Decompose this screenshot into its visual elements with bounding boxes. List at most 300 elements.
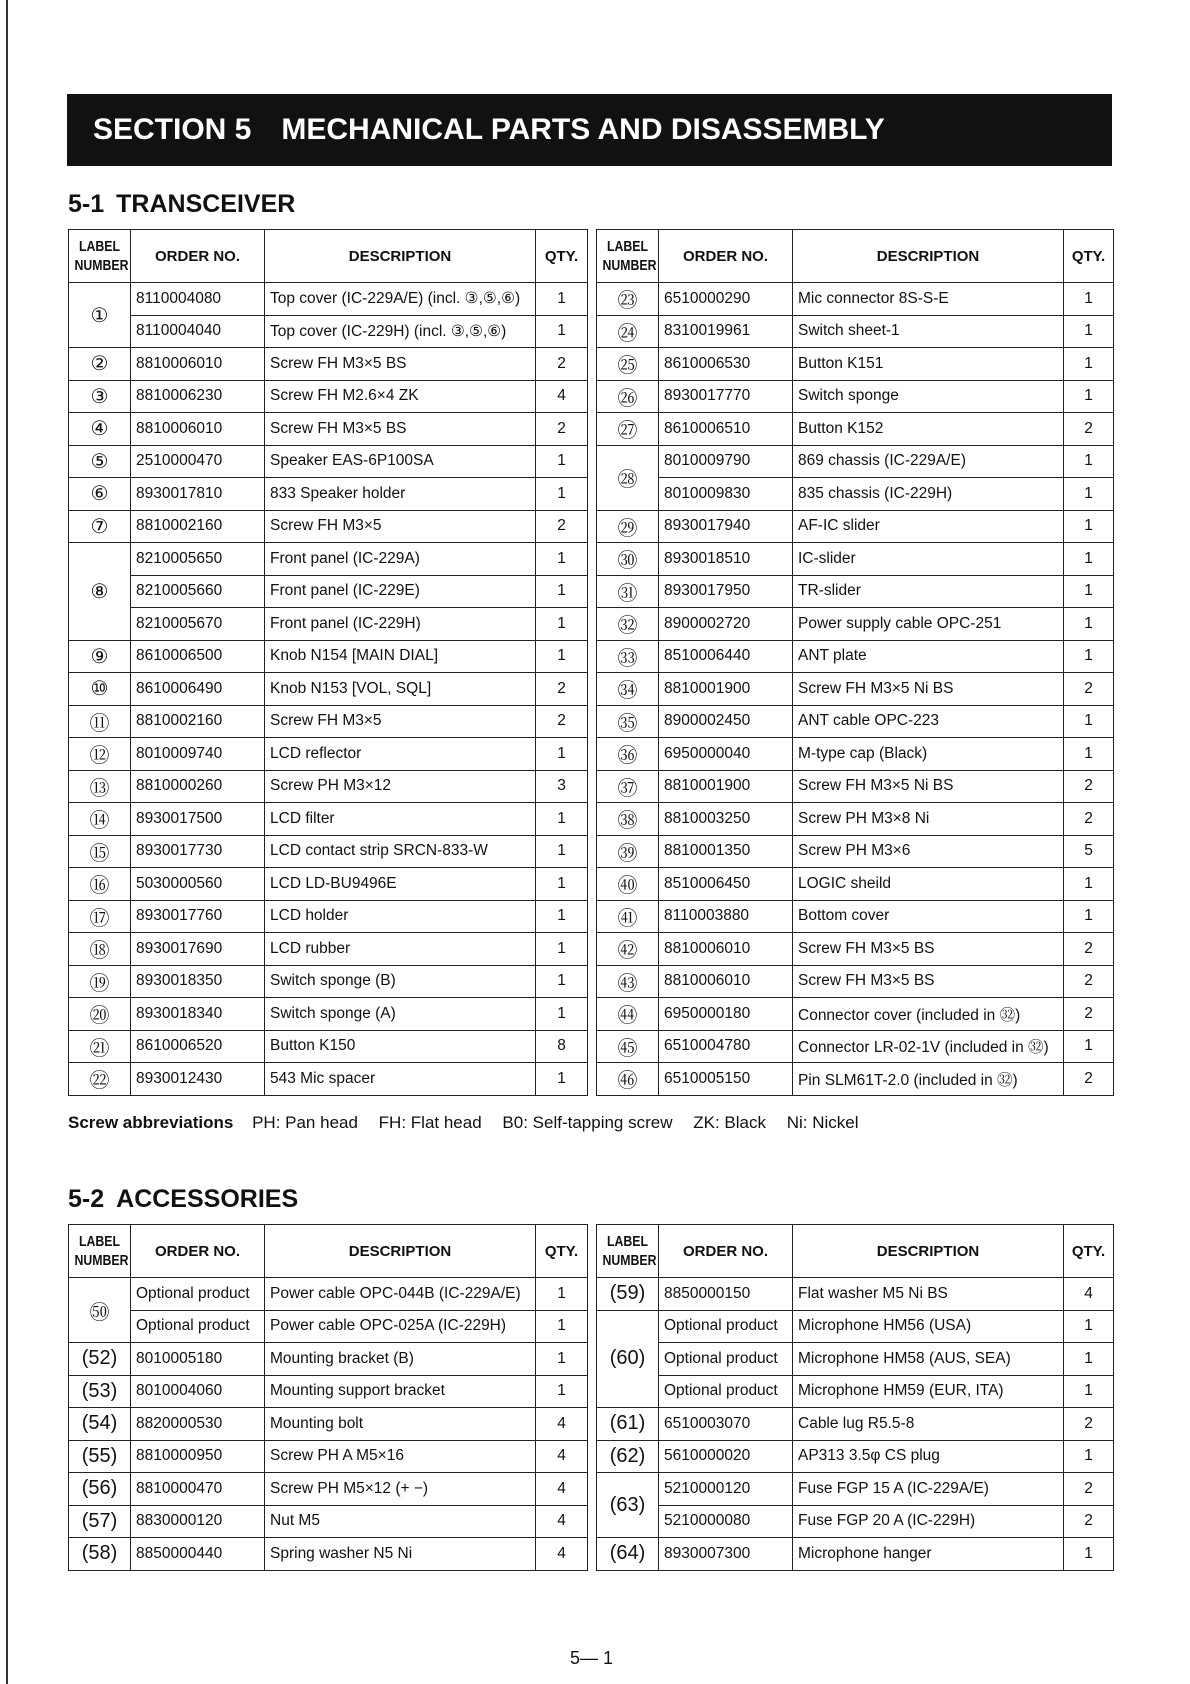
order-number: Optional product — [131, 1310, 265, 1343]
table-row — [69, 283, 588, 316]
label-number: ⑪ — [69, 705, 131, 738]
transceiver-table-right — [596, 229, 1114, 1096]
table-row — [69, 1375, 588, 1408]
description: Switch sheet-1 — [793, 315, 1064, 348]
description: Knob N154 [MAIN DIAL] — [265, 640, 536, 673]
description: Spring washer N5 Ni — [265, 1538, 536, 1571]
table-row — [597, 413, 1114, 446]
header-label-line: LABEL — [607, 238, 648, 255]
description: Speaker EAS-6P100SA — [265, 445, 536, 478]
label-number: ⑲ — [69, 965, 131, 998]
quantity: 4 — [536, 1505, 588, 1538]
order-number: 8850000440 — [131, 1538, 265, 1571]
quantity: 4 — [536, 1473, 588, 1506]
table-row — [69, 1473, 588, 1506]
label-number: ㉚ — [597, 543, 659, 576]
table-row — [69, 965, 588, 998]
quantity: 2 — [1064, 770, 1114, 803]
table-header-row — [69, 1225, 588, 1278]
abbreviation-item: FH: Flat head — [378, 1113, 482, 1132]
quantity: 4 — [536, 1440, 588, 1473]
table-row — [69, 673, 588, 706]
table-row — [69, 1278, 588, 1311]
label-number: ⑰ — [69, 900, 131, 933]
quantity: 1 — [536, 998, 588, 1031]
quantity: 1 — [1064, 640, 1114, 673]
label-number: ㊺ — [597, 1030, 659, 1063]
description: 835 chassis (IC-229H) — [793, 478, 1064, 511]
quantity: 2 — [1064, 1505, 1114, 1538]
order-number: 8510006440 — [659, 640, 793, 673]
label-number: ⑮ — [69, 835, 131, 868]
table-row — [69, 510, 588, 543]
header-qty: QTY. — [1064, 230, 1114, 283]
description: ANT cable OPC-223 — [793, 705, 1064, 738]
transceiver-heading-title: TRANSCEIVER — [116, 190, 296, 218]
description: Microphone hanger — [793, 1538, 1064, 1571]
description: Bottom cover — [793, 900, 1064, 933]
table-row — [69, 348, 588, 381]
order-number: 8110004040 — [131, 315, 265, 348]
table-row — [597, 900, 1114, 933]
label-number: ㉓ — [597, 283, 659, 316]
label-number: ㉔ — [597, 315, 659, 348]
table-row — [597, 1505, 1114, 1538]
table-row — [69, 868, 588, 901]
header-order-no: ORDER NO. — [659, 1225, 793, 1278]
order-number: 8930007300 — [659, 1538, 793, 1571]
label-number: ② — [69, 348, 131, 381]
label-number: ① — [69, 283, 131, 348]
page-edge-line — [6, 0, 8, 1684]
label-number: ⑬ — [69, 770, 131, 803]
header-qty: QTY. — [1064, 1225, 1114, 1278]
accessories-parts — [68, 1224, 1112, 1571]
label-number: ⑭ — [69, 803, 131, 836]
label-number: (63) — [597, 1473, 659, 1538]
table-header-row — [597, 230, 1114, 283]
description: M-type cap (Black) — [793, 738, 1064, 771]
table-row — [69, 1505, 588, 1538]
header-label-line: LABEL — [607, 1233, 648, 1250]
header-label-number — [69, 230, 131, 283]
order-number: 5030000560 — [131, 868, 265, 901]
accessories-heading-number: 5-2 — [68, 1185, 105, 1213]
order-number: 8810006010 — [659, 965, 793, 998]
table-row — [597, 283, 1114, 316]
table-row — [597, 673, 1114, 706]
header-qty: QTY. — [536, 230, 588, 283]
description: Microphone HM58 (AUS, SEA) — [793, 1343, 1064, 1376]
quantity: 2 — [1064, 803, 1114, 836]
quantity: 1 — [1064, 1310, 1114, 1343]
description: Power cable OPC-025A (IC-229H) — [265, 1310, 536, 1343]
table-row — [597, 1310, 1114, 1343]
header-description: DESCRIPTION — [793, 1225, 1064, 1278]
quantity: 1 — [536, 900, 588, 933]
order-number: 8810002160 — [131, 705, 265, 738]
quantity: 1 — [1064, 1440, 1114, 1473]
description: Screw PH A M5×16 — [265, 1440, 536, 1473]
quantity: 2 — [536, 673, 588, 706]
order-number: 8810006010 — [131, 348, 265, 381]
description: 543 Mic spacer — [265, 1063, 536, 1096]
order-number: 8610006530 — [659, 348, 793, 381]
table-row — [597, 965, 1114, 998]
label-number: ㊴ — [597, 835, 659, 868]
label-number: ㉑ — [69, 1030, 131, 1063]
label-number: (58) — [69, 1538, 131, 1571]
quantity: 1 — [1064, 1538, 1114, 1571]
description: ANT plate — [793, 640, 1064, 673]
table-row — [597, 1440, 1114, 1473]
description: Mic connector 8S-S-E — [793, 283, 1064, 316]
order-number: 8810001350 — [659, 835, 793, 868]
quantity: 2 — [1064, 1408, 1114, 1441]
quantity: 1 — [1064, 738, 1114, 771]
label-number: (53) — [69, 1375, 131, 1408]
description: Switch sponge (A) — [265, 998, 536, 1031]
header-label-line: NUMBER — [74, 1252, 129, 1269]
order-number: 6950000180 — [659, 998, 793, 1031]
abbreviation-item: ZK: Black — [693, 1113, 766, 1132]
order-number: 8930017810 — [131, 478, 265, 511]
order-number: 5210000120 — [659, 1473, 793, 1506]
label-number: ㊿ — [69, 1278, 131, 1343]
table-row — [597, 510, 1114, 543]
table-row — [69, 380, 588, 413]
description: Mounting support bracket — [265, 1375, 536, 1408]
label-number: ⑱ — [69, 933, 131, 966]
order-number: 8210005670 — [131, 608, 265, 641]
description: Microphone HM59 (EUR, ITA) — [793, 1375, 1064, 1408]
label-number: ㊳ — [597, 803, 659, 836]
description: LCD filter — [265, 803, 536, 836]
label-number: ㉙ — [597, 510, 659, 543]
description: Microphone HM56 (USA) — [793, 1310, 1064, 1343]
table-row — [69, 1440, 588, 1473]
order-number: 2510000470 — [131, 445, 265, 478]
description: LCD reflector — [265, 738, 536, 771]
header-description: DESCRIPTION — [793, 230, 1064, 283]
quantity: 5 — [1064, 835, 1114, 868]
table-row — [597, 1343, 1114, 1376]
label-number: ⑳ — [69, 998, 131, 1031]
table-row — [597, 445, 1114, 478]
description: Button K151 — [793, 348, 1064, 381]
description: Connector LR-02-1V (included in ㉜) — [793, 1030, 1064, 1063]
quantity: 1 — [1064, 445, 1114, 478]
order-number: 8010009790 — [659, 445, 793, 478]
table-row — [597, 868, 1114, 901]
order-number: 8930017690 — [131, 933, 265, 966]
order-number: 8930018340 — [131, 998, 265, 1031]
table-row — [597, 738, 1114, 771]
description: Button K150 — [265, 1030, 536, 1063]
description: Screw PH M3×8 Ni — [793, 803, 1064, 836]
order-number: Optional product — [131, 1278, 265, 1311]
order-number: 8110004080 — [131, 283, 265, 316]
quantity: 1 — [536, 803, 588, 836]
description: Front panel (IC-229A) — [265, 543, 536, 576]
description: Screw FH M3×5 Ni BS — [793, 673, 1064, 706]
label-number: (55) — [69, 1440, 131, 1473]
quantity: 1 — [536, 835, 588, 868]
table-row — [69, 738, 588, 771]
label-number: ㊸ — [597, 965, 659, 998]
label-number: ⑫ — [69, 738, 131, 771]
quantity: 8 — [536, 1030, 588, 1063]
label-number: ⑧ — [69, 543, 131, 641]
label-number: (62) — [597, 1440, 659, 1473]
table-header-row — [69, 230, 588, 283]
transceiver-heading — [68, 190, 295, 219]
order-number: Optional product — [659, 1375, 793, 1408]
header-label-line: LABEL — [79, 1233, 120, 1250]
quantity: 4 — [1064, 1278, 1114, 1311]
table-row — [69, 1063, 588, 1096]
label-number: ⑨ — [69, 640, 131, 673]
description: Nut M5 — [265, 1505, 536, 1538]
table-row — [69, 803, 588, 836]
label-number: (54) — [69, 1408, 131, 1441]
quantity: 1 — [1064, 348, 1114, 381]
quantity: 2 — [1064, 998, 1114, 1031]
order-number: 6510005150 — [659, 1063, 793, 1096]
table-row — [597, 348, 1114, 381]
table-row — [69, 770, 588, 803]
quantity: 2 — [1064, 1473, 1114, 1506]
table-row — [69, 1538, 588, 1571]
label-number: ㉟ — [597, 705, 659, 738]
page-number: 5— 1 — [570, 1648, 614, 1668]
quantity: 2 — [1064, 673, 1114, 706]
header-label-line: NUMBER — [602, 1252, 657, 1269]
order-number: 8810001900 — [659, 770, 793, 803]
table-row — [69, 835, 588, 868]
table-row — [69, 575, 588, 608]
quantity: 4 — [536, 1538, 588, 1571]
description: Mounting bolt — [265, 1408, 536, 1441]
description: AF-IC slider — [793, 510, 1064, 543]
description: Screw FH M3×5 — [265, 510, 536, 543]
transceiver-parts — [68, 229, 1112, 1096]
quantity: 1 — [1064, 705, 1114, 738]
table-row — [597, 1408, 1114, 1441]
header-label-line: NUMBER — [74, 257, 129, 274]
quantity: 4 — [536, 380, 588, 413]
order-number: 8610006520 — [131, 1030, 265, 1063]
label-number: ㊲ — [597, 770, 659, 803]
order-number: 8930017760 — [131, 900, 265, 933]
table-row — [69, 608, 588, 641]
description: Screw FH M3×5 BS — [265, 348, 536, 381]
label-number: ㉖ — [597, 380, 659, 413]
description: Front panel (IC-229H) — [265, 608, 536, 641]
label-number: ㉛ — [597, 575, 659, 608]
accessories-table-right — [596, 1224, 1114, 1571]
order-number: 8930017770 — [659, 380, 793, 413]
label-number: ⑦ — [69, 510, 131, 543]
description: Power cable OPC-044B (IC-229A/E) — [265, 1278, 536, 1311]
description: Top cover (IC-229A/E) (incl. ③,⑤,⑥) — [265, 283, 536, 316]
description: Connector cover (included in ㉜) — [793, 998, 1064, 1031]
order-number: 8930017500 — [131, 803, 265, 836]
description: Front panel (IC-229E) — [265, 575, 536, 608]
quantity: 1 — [536, 738, 588, 771]
order-number: 8010005180 — [131, 1343, 265, 1376]
description: LCD LD-BU9496E — [265, 868, 536, 901]
quantity: 2 — [536, 413, 588, 446]
table-row — [597, 575, 1114, 608]
quantity: 1 — [536, 868, 588, 901]
label-number: ㉘ — [597, 445, 659, 510]
quantity: 1 — [536, 1375, 588, 1408]
order-number: 8930017730 — [131, 835, 265, 868]
label-number: ㉝ — [597, 640, 659, 673]
table-row — [69, 933, 588, 966]
table-row — [597, 803, 1114, 836]
quantity: 2 — [1064, 1063, 1114, 1096]
label-number: (59) — [597, 1278, 659, 1311]
quantity: 2 — [536, 705, 588, 738]
table-row — [69, 1408, 588, 1441]
table-row — [69, 315, 588, 348]
order-number: 8900002450 — [659, 705, 793, 738]
quantity: 1 — [536, 933, 588, 966]
table-row — [69, 1030, 588, 1063]
description: AP313 3.5φ CS plug — [793, 1440, 1064, 1473]
description: Switch sponge (B) — [265, 965, 536, 998]
order-number: 6510000290 — [659, 283, 793, 316]
description: Cable lug R5.5-8 — [793, 1408, 1064, 1441]
table-row — [597, 640, 1114, 673]
table-row — [597, 608, 1114, 641]
order-number: 8110003880 — [659, 900, 793, 933]
label-number: ㉗ — [597, 413, 659, 446]
order-number: 6510003070 — [659, 1408, 793, 1441]
order-number: 8810006230 — [131, 380, 265, 413]
table-header-row — [597, 1225, 1114, 1278]
label-number: ㉞ — [597, 673, 659, 706]
order-number: Optional product — [659, 1310, 793, 1343]
header-description: DESCRIPTION — [265, 230, 536, 283]
order-number: 8010009740 — [131, 738, 265, 771]
order-number: 8810000950 — [131, 1440, 265, 1473]
quantity: 1 — [536, 283, 588, 316]
quantity: 1 — [1064, 315, 1114, 348]
quantity: 1 — [1064, 510, 1114, 543]
transceiver-table-left — [68, 229, 588, 1096]
table-row — [597, 705, 1114, 738]
table-row — [597, 1063, 1114, 1096]
accessories-heading — [68, 1185, 298, 1214]
description: 869 chassis (IC-229A/E) — [793, 445, 1064, 478]
description: Screw FH M3×5 BS — [793, 933, 1064, 966]
label-number: (57) — [69, 1505, 131, 1538]
abbreviation-item: B0: Self-tapping screw — [502, 1113, 673, 1132]
quantity: 1 — [1064, 380, 1114, 413]
label-number: ㊵ — [597, 868, 659, 901]
label-number: ㊹ — [597, 998, 659, 1031]
order-number: 8810006010 — [659, 933, 793, 966]
quantity: 2 — [1064, 965, 1114, 998]
quantity: 1 — [1064, 543, 1114, 576]
order-number: 8610006510 — [659, 413, 793, 446]
description: LOGIC sheild — [793, 868, 1064, 901]
quantity: 1 — [1064, 1030, 1114, 1063]
description: LCD rubber — [265, 933, 536, 966]
table-row — [69, 1310, 588, 1343]
description: Screw FH M3×5 — [265, 705, 536, 738]
label-number: ⑩ — [69, 673, 131, 706]
header-label-number — [597, 1225, 659, 1278]
transceiver-heading-number: 5-1 — [68, 190, 105, 218]
description: Screw FH M3×5 BS — [265, 413, 536, 446]
table-row — [597, 933, 1114, 966]
description: Pin SLM61T-2.0 (included in ㉜) — [793, 1063, 1064, 1096]
order-number: 8210005660 — [131, 575, 265, 608]
quantity: 1 — [1064, 575, 1114, 608]
header-label-line: LABEL — [79, 238, 120, 255]
header-label-line: NUMBER — [602, 257, 657, 274]
table-row — [69, 445, 588, 478]
table-row — [597, 998, 1114, 1031]
abbreviation-item: PH: Pan head — [252, 1113, 358, 1132]
quantity: 1 — [1064, 1375, 1114, 1408]
label-number: (56) — [69, 1473, 131, 1506]
table-row — [69, 900, 588, 933]
quantity: 2 — [1064, 413, 1114, 446]
order-number: 8930018350 — [131, 965, 265, 998]
label-number: ㊷ — [597, 933, 659, 966]
quantity: 1 — [1064, 1343, 1114, 1376]
order-number: Optional product — [659, 1343, 793, 1376]
description: Screw PH M3×6 — [793, 835, 1064, 868]
order-number: 8820000530 — [131, 1408, 265, 1441]
order-number: 8930012430 — [131, 1063, 265, 1096]
description: Screw PH M5×12 (+ −) — [265, 1473, 536, 1506]
order-number: 8930017940 — [659, 510, 793, 543]
table-row — [69, 1343, 588, 1376]
order-number: 8810001900 — [659, 673, 793, 706]
description: Fuse FGP 20 A (IC-229H) — [793, 1505, 1064, 1538]
order-number: 5610000020 — [659, 1440, 793, 1473]
quantity: 1 — [1064, 283, 1114, 316]
accessories-table-left — [68, 1224, 588, 1571]
label-number: ⑯ — [69, 868, 131, 901]
order-number: 8010009830 — [659, 478, 793, 511]
description: TR-slider — [793, 575, 1064, 608]
quantity: 1 — [536, 1310, 588, 1343]
quantity: 1 — [536, 543, 588, 576]
order-number: 8810006010 — [131, 413, 265, 446]
description: Screw FH M2.6×4 ZK — [265, 380, 536, 413]
quantity: 3 — [536, 770, 588, 803]
header-label-number — [597, 230, 659, 283]
quantity: 1 — [536, 575, 588, 608]
description: Knob N153 [VOL, SQL] — [265, 673, 536, 706]
table-row — [597, 1538, 1114, 1571]
order-number: 8830000120 — [131, 1505, 265, 1538]
description: Power supply cable OPC-251 — [793, 608, 1064, 641]
label-number: (61) — [597, 1408, 659, 1441]
label-number: ㊱ — [597, 738, 659, 771]
quantity: 1 — [536, 315, 588, 348]
label-number: (60) — [597, 1310, 659, 1408]
order-number: 8510006450 — [659, 868, 793, 901]
section-header — [67, 94, 1112, 166]
